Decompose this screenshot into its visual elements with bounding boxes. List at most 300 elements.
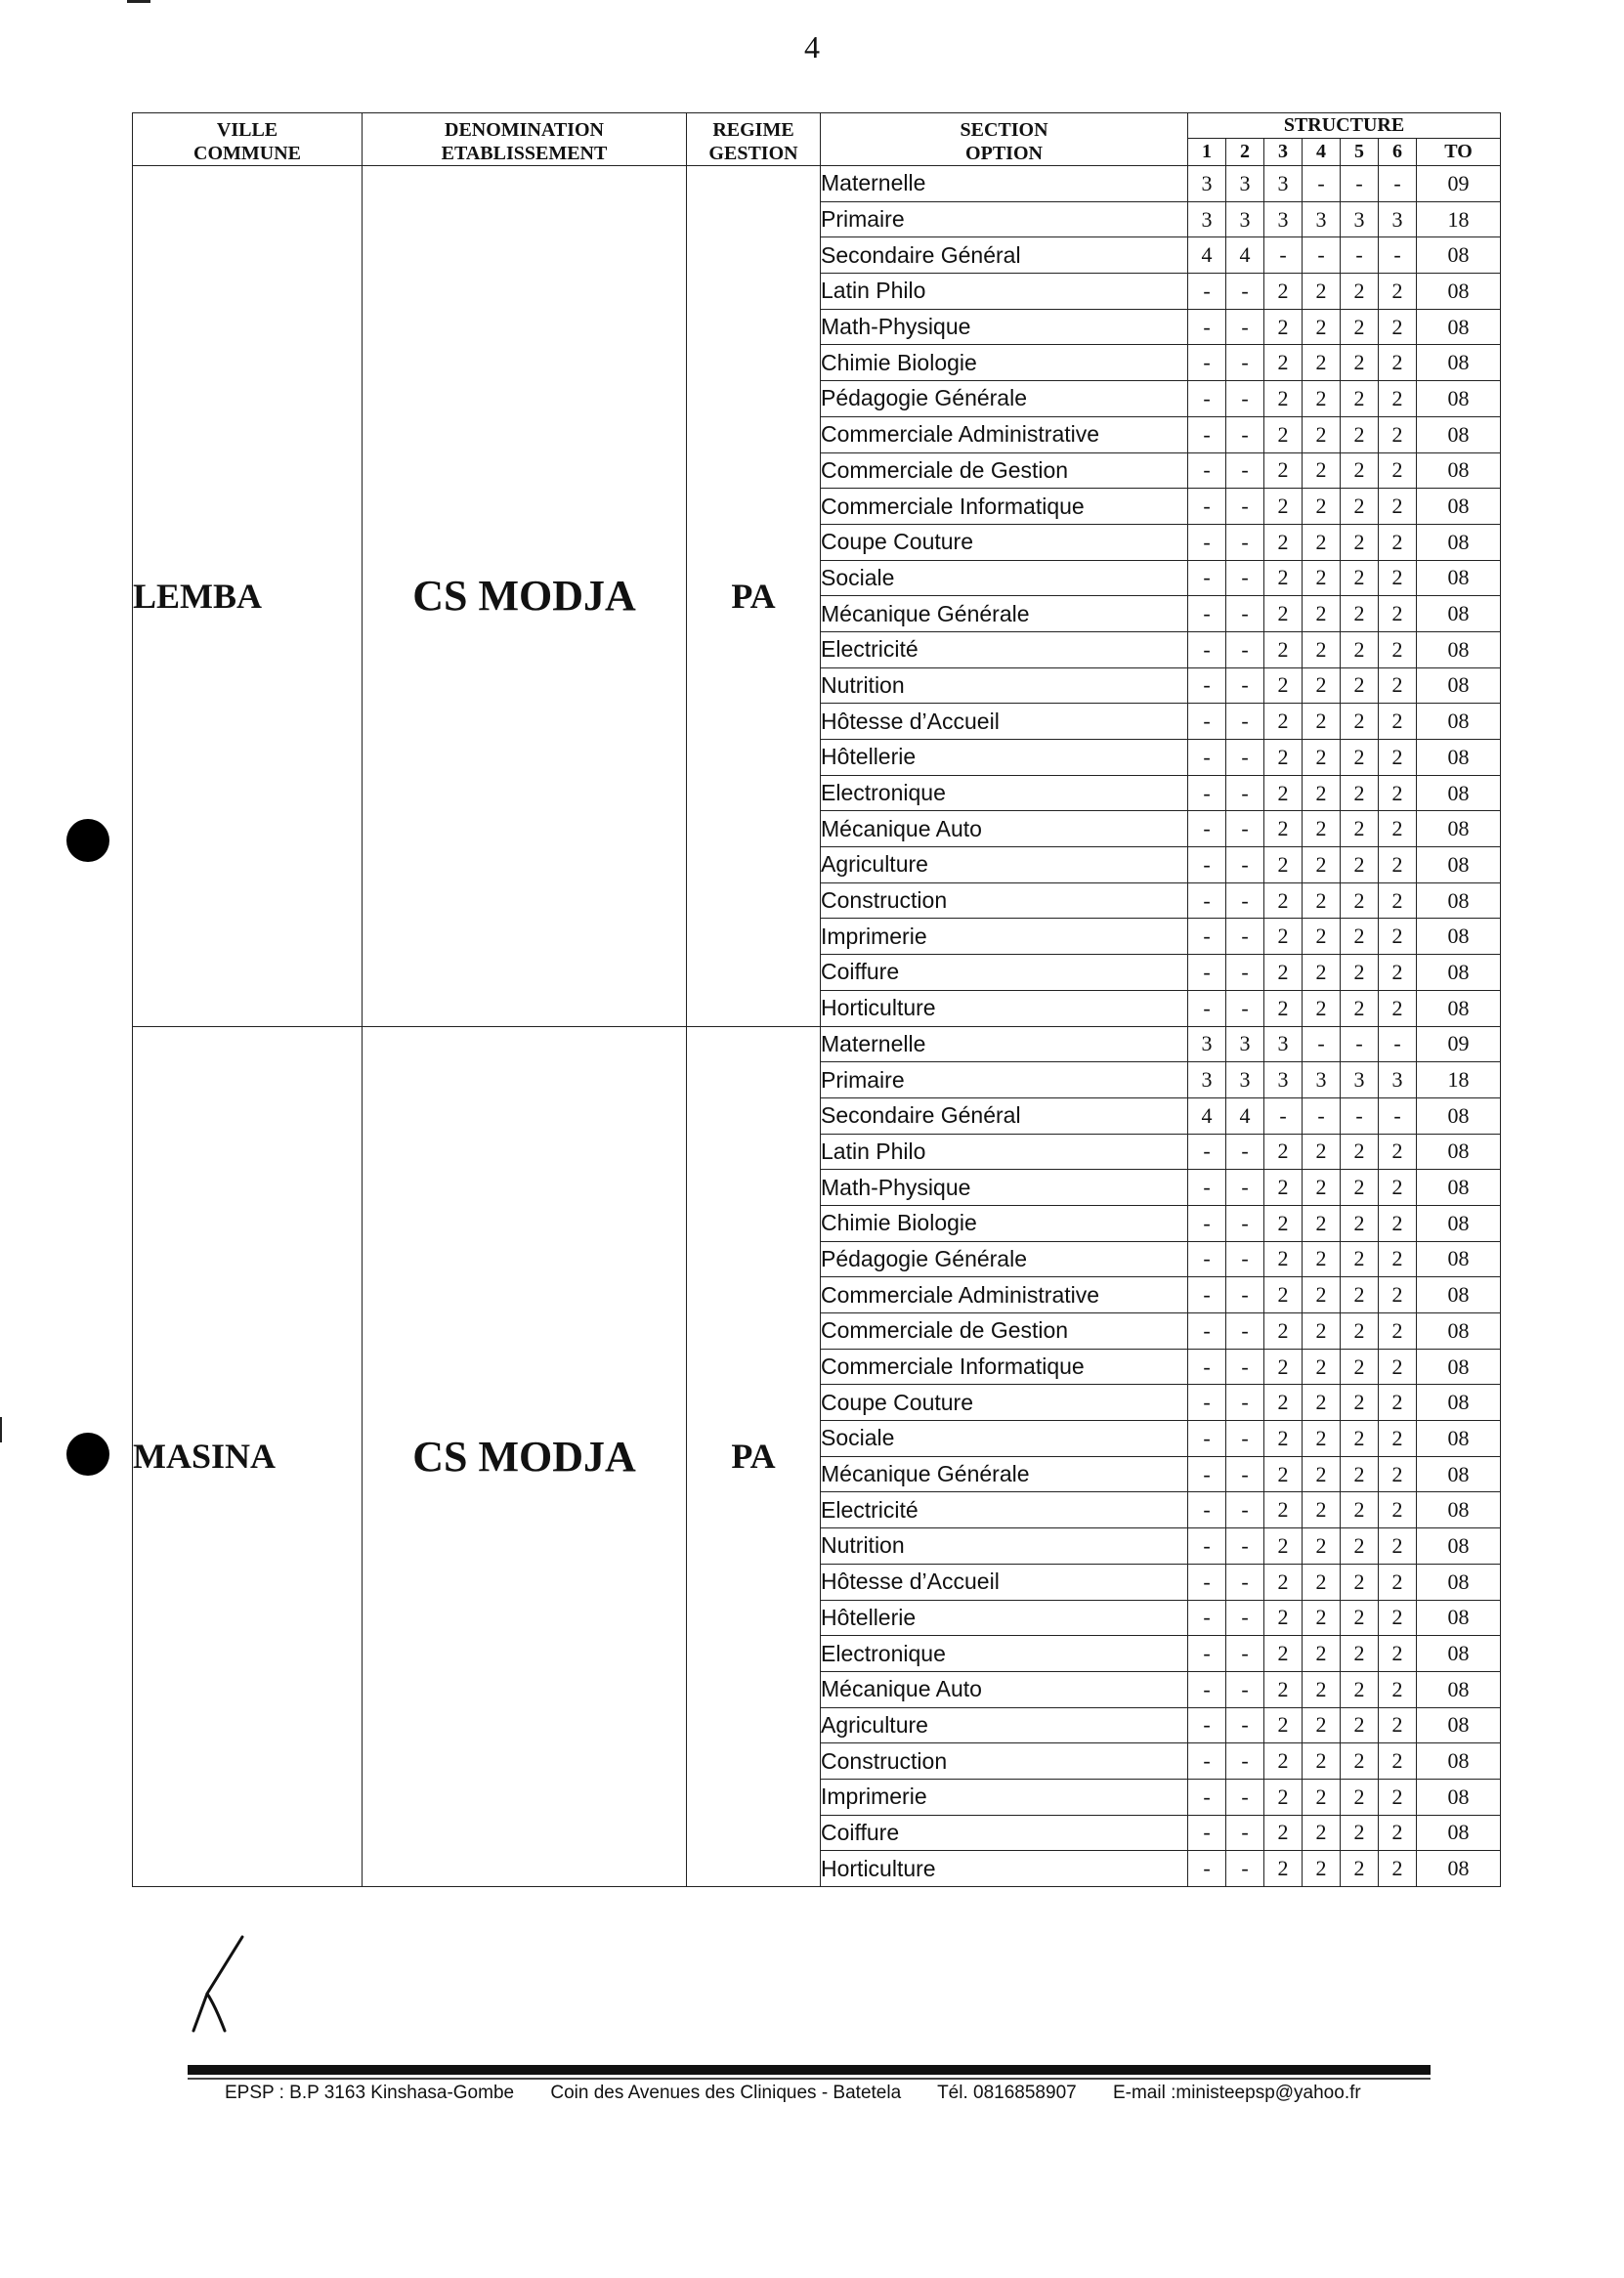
structure-cell: 2 bbox=[1264, 1528, 1303, 1565]
total-cell: 08 bbox=[1417, 667, 1501, 704]
total-cell: 08 bbox=[1417, 489, 1501, 525]
structure-cell: - bbox=[1226, 1134, 1264, 1170]
structure-cell: 2 bbox=[1303, 919, 1341, 955]
structure-cell: 2 bbox=[1303, 1241, 1341, 1277]
structure-cell: 2 bbox=[1341, 740, 1379, 776]
structure-cell: - bbox=[1188, 919, 1226, 955]
structure-cell: - bbox=[1188, 596, 1226, 632]
structure-cell: 2 bbox=[1264, 1313, 1303, 1350]
structure-cell: 2 bbox=[1341, 1205, 1379, 1241]
structure-cell: - bbox=[1264, 1097, 1303, 1134]
structure-cell: - bbox=[1303, 237, 1341, 274]
structure-cell: - bbox=[1188, 452, 1226, 489]
signature bbox=[186, 1935, 254, 2033]
structure-cell: 2 bbox=[1379, 596, 1417, 632]
structure-cell: 2 bbox=[1341, 1671, 1379, 1707]
structure-cell: - bbox=[1226, 1205, 1264, 1241]
structure-cell: 2 bbox=[1303, 1636, 1341, 1672]
section-option-cell: Coupe Couture bbox=[821, 524, 1188, 560]
structure-cell: 2 bbox=[1379, 1313, 1417, 1350]
structure-cell: 2 bbox=[1303, 1851, 1341, 1887]
section-option-cell: Maternelle bbox=[821, 166, 1188, 202]
structure-cell: 2 bbox=[1341, 1564, 1379, 1600]
structure-cell: 2 bbox=[1264, 1241, 1303, 1277]
structure-cell: 2 bbox=[1303, 740, 1341, 776]
structure-cell: - bbox=[1188, 1205, 1226, 1241]
structure-cell: 2 bbox=[1303, 452, 1341, 489]
structure-cell: 2 bbox=[1379, 381, 1417, 417]
total-cell: 08 bbox=[1417, 847, 1501, 883]
total-cell: 08 bbox=[1417, 452, 1501, 489]
footer bbox=[225, 2083, 1456, 2104]
structure-cell: - bbox=[1226, 452, 1264, 489]
structure-cell: 2 bbox=[1303, 596, 1341, 632]
punch-hole bbox=[66, 819, 109, 862]
structure-cell: 2 bbox=[1341, 704, 1379, 740]
section-option-cell: Mécanique Générale bbox=[821, 596, 1188, 632]
structure-cell: 4 bbox=[1226, 237, 1264, 274]
total-cell: 08 bbox=[1417, 1385, 1501, 1421]
structure-cell: 3 bbox=[1264, 1026, 1303, 1062]
structure-cell: 2 bbox=[1379, 489, 1417, 525]
structure-cell: - bbox=[1188, 1385, 1226, 1421]
structure-cell: 2 bbox=[1379, 1277, 1417, 1313]
structure-cell: - bbox=[1188, 1170, 1226, 1206]
structure-cell: 2 bbox=[1341, 489, 1379, 525]
section-option-cell: Commerciale Administrative bbox=[821, 416, 1188, 452]
header-section-line2: OPTION bbox=[965, 143, 1043, 164]
section-option-cell: Secondaire Général bbox=[821, 237, 1188, 274]
structure-cell: 2 bbox=[1341, 381, 1379, 417]
structure-cell: 2 bbox=[1341, 1636, 1379, 1672]
header-structure-col: 1 bbox=[1188, 138, 1226, 165]
structure-cell: 2 bbox=[1264, 1564, 1303, 1600]
structure-cell: 2 bbox=[1379, 1134, 1417, 1170]
structure-cell: 3 bbox=[1303, 201, 1341, 237]
structure-cell: - bbox=[1188, 1456, 1226, 1492]
structure-cell: - bbox=[1226, 524, 1264, 560]
structure-cell: 2 bbox=[1303, 489, 1341, 525]
footer-address: EPSP : B.P 3163 Kinshasa-Gombe bbox=[225, 2083, 515, 2103]
structure-cell: 2 bbox=[1303, 345, 1341, 381]
structure-cell: 2 bbox=[1264, 1707, 1303, 1743]
footer-email: E-mail :ministeepsp@yahoo.fr bbox=[1112, 2083, 1361, 2103]
section-option-cell: Imprimerie bbox=[821, 1779, 1188, 1815]
structure-cell: 2 bbox=[1341, 1313, 1379, 1350]
structure-cell: 2 bbox=[1341, 1170, 1379, 1206]
structure-cell: - bbox=[1188, 1600, 1226, 1636]
section-option-cell: Electricité bbox=[821, 631, 1188, 667]
section-option-cell: Construction bbox=[821, 882, 1188, 919]
total-cell: 08 bbox=[1417, 1851, 1501, 1887]
structure-cell: 2 bbox=[1341, 1134, 1379, 1170]
structure-cell: 2 bbox=[1303, 416, 1341, 452]
structure-cell: - bbox=[1188, 1349, 1226, 1385]
structure-cell: 2 bbox=[1303, 560, 1341, 596]
etablissement-cell: CS MODJA bbox=[363, 166, 687, 1027]
structure-cell: 2 bbox=[1303, 309, 1341, 345]
structure-cell: 2 bbox=[1303, 381, 1341, 417]
section-option-cell: Construction bbox=[821, 1743, 1188, 1780]
total-cell: 08 bbox=[1417, 1743, 1501, 1780]
structure-cell: 2 bbox=[1379, 560, 1417, 596]
structure-cell: 2 bbox=[1379, 1743, 1417, 1780]
structure-cell: 2 bbox=[1264, 990, 1303, 1026]
structure-cell: 2 bbox=[1264, 775, 1303, 811]
structure-cell: 2 bbox=[1264, 1815, 1303, 1851]
structure-cell: 2 bbox=[1264, 631, 1303, 667]
structure-cell: 2 bbox=[1264, 847, 1303, 883]
page-number: 4 bbox=[804, 29, 820, 64]
structure-cell: 2 bbox=[1303, 847, 1341, 883]
structure-cell: - bbox=[1226, 309, 1264, 345]
structure-cell: 2 bbox=[1379, 631, 1417, 667]
structure-cell: 2 bbox=[1303, 1170, 1341, 1206]
structure-cell: 2 bbox=[1264, 524, 1303, 560]
structure-cell: 2 bbox=[1341, 1421, 1379, 1457]
structure-cell: - bbox=[1188, 1707, 1226, 1743]
structure-cell: - bbox=[1226, 667, 1264, 704]
section-option-cell: Horticulture bbox=[821, 1851, 1188, 1887]
structure-cell: 3 bbox=[1188, 1026, 1226, 1062]
header-regime-line2: GESTION bbox=[708, 143, 798, 164]
ville-commune-cell: MASINA bbox=[133, 1026, 363, 1887]
structure-cell: 2 bbox=[1379, 990, 1417, 1026]
header-regime-line1: REGIME bbox=[712, 119, 794, 141]
section-option-cell: Agriculture bbox=[821, 1707, 1188, 1743]
structure-cell: - bbox=[1226, 1528, 1264, 1565]
section-option-cell: Pédagogie Générale bbox=[821, 381, 1188, 417]
section-option-cell: Secondaire Général bbox=[821, 1097, 1188, 1134]
section-option-cell: Mécanique Générale bbox=[821, 1456, 1188, 1492]
structure-cell: - bbox=[1226, 919, 1264, 955]
section-option-cell: Electronique bbox=[821, 1636, 1188, 1672]
structure-cell: 2 bbox=[1264, 1636, 1303, 1672]
etablissement-cell: CS MODJA bbox=[363, 1026, 687, 1887]
structure-cell: 2 bbox=[1379, 847, 1417, 883]
structure-cell: 2 bbox=[1379, 811, 1417, 847]
structure-cell: 2 bbox=[1264, 955, 1303, 991]
structure-cell: 2 bbox=[1264, 1349, 1303, 1385]
structure-cell: - bbox=[1379, 1026, 1417, 1062]
structure-cell: 2 bbox=[1303, 274, 1341, 310]
total-cell: 08 bbox=[1417, 811, 1501, 847]
structure-cell: 2 bbox=[1379, 775, 1417, 811]
structure-cell: 2 bbox=[1303, 1277, 1341, 1313]
scan-mark bbox=[0, 1417, 2, 1442]
total-cell: 18 bbox=[1417, 201, 1501, 237]
structure-cell: 2 bbox=[1341, 524, 1379, 560]
structure-cell: - bbox=[1188, 882, 1226, 919]
total-cell: 08 bbox=[1417, 704, 1501, 740]
section-option-cell: Coupe Couture bbox=[821, 1385, 1188, 1421]
structure-cell: 2 bbox=[1264, 882, 1303, 919]
structure-cell: 3 bbox=[1303, 1062, 1341, 1098]
section-option-cell: Mécanique Auto bbox=[821, 1671, 1188, 1707]
structure-cell: 2 bbox=[1341, 1241, 1379, 1277]
structure-cell: 2 bbox=[1303, 1707, 1341, 1743]
structure-cell: 3 bbox=[1226, 166, 1264, 202]
structure-cell: - bbox=[1226, 596, 1264, 632]
structure-cell: 2 bbox=[1264, 1851, 1303, 1887]
schools-table bbox=[132, 112, 1501, 1887]
structure-cell: 2 bbox=[1264, 560, 1303, 596]
structure-cell: 2 bbox=[1341, 1779, 1379, 1815]
structure-cell: 2 bbox=[1264, 1205, 1303, 1241]
structure-cell: - bbox=[1188, 1851, 1226, 1887]
structure-cell: 2 bbox=[1379, 1205, 1417, 1241]
section-option-cell: Coiffure bbox=[821, 1815, 1188, 1851]
header-structure-col: 4 bbox=[1303, 138, 1341, 165]
section-option-cell: Nutrition bbox=[821, 667, 1188, 704]
structure-cell: - bbox=[1226, 1564, 1264, 1600]
structure-cell: - bbox=[1226, 1600, 1264, 1636]
structure-cell: 2 bbox=[1379, 1564, 1417, 1600]
section-option-cell: Horticulture bbox=[821, 990, 1188, 1026]
structure-cell: - bbox=[1188, 1779, 1226, 1815]
header-ville-line1: VILLE bbox=[216, 119, 278, 141]
total-cell: 08 bbox=[1417, 631, 1501, 667]
structure-cell: 4 bbox=[1226, 1097, 1264, 1134]
structure-cell: 2 bbox=[1341, 667, 1379, 704]
structure-cell: 3 bbox=[1264, 166, 1303, 202]
header-ville-line2: COMMUNE bbox=[193, 143, 301, 164]
structure-cell: - bbox=[1188, 309, 1226, 345]
section-option-cell: Mécanique Auto bbox=[821, 811, 1188, 847]
section-option-cell: Hôtesse d’Accueil bbox=[821, 704, 1188, 740]
structure-cell: 2 bbox=[1303, 955, 1341, 991]
section-option-cell: Coiffure bbox=[821, 955, 1188, 991]
structure-cell: - bbox=[1226, 847, 1264, 883]
total-cell: 08 bbox=[1417, 1600, 1501, 1636]
structure-cell: 2 bbox=[1341, 1456, 1379, 1492]
structure-cell: 2 bbox=[1264, 919, 1303, 955]
structure-cell: 3 bbox=[1264, 201, 1303, 237]
structure-cell: 2 bbox=[1303, 1779, 1341, 1815]
structure-cell: - bbox=[1303, 166, 1341, 202]
regime-cell: PA bbox=[687, 166, 821, 1027]
total-cell: 08 bbox=[1417, 1277, 1501, 1313]
section-option-cell: Pédagogie Générale bbox=[821, 1241, 1188, 1277]
header-section-line1: SECTION bbox=[960, 119, 1048, 141]
structure-cell: - bbox=[1341, 166, 1379, 202]
header-denomination bbox=[363, 113, 687, 166]
structure-cell: - bbox=[1226, 1671, 1264, 1707]
structure-cell: 2 bbox=[1341, 1600, 1379, 1636]
footer-rule-thin bbox=[188, 2078, 1431, 2080]
section-option-cell: Sociale bbox=[821, 1421, 1188, 1457]
structure-cell: 2 bbox=[1303, 775, 1341, 811]
structure-cell: 2 bbox=[1303, 1564, 1341, 1600]
total-cell: 08 bbox=[1417, 955, 1501, 991]
total-cell: 08 bbox=[1417, 1492, 1501, 1528]
structure-cell: - bbox=[1226, 955, 1264, 991]
total-cell: 08 bbox=[1417, 1205, 1501, 1241]
scan-mark bbox=[127, 0, 150, 3]
structure-cell: 3 bbox=[1188, 201, 1226, 237]
header-ville bbox=[133, 113, 363, 166]
structure-cell: 3 bbox=[1341, 201, 1379, 237]
structure-cell: 2 bbox=[1264, 1492, 1303, 1528]
structure-cell: 2 bbox=[1264, 1743, 1303, 1780]
header-structure-col: 5 bbox=[1341, 138, 1379, 165]
structure-cell: - bbox=[1226, 1743, 1264, 1780]
structure-cell: - bbox=[1188, 1564, 1226, 1600]
structure-cell: - bbox=[1379, 166, 1417, 202]
total-cell: 08 bbox=[1417, 560, 1501, 596]
structure-cell: - bbox=[1226, 631, 1264, 667]
header-structure-col: 2 bbox=[1226, 138, 1264, 165]
structure-cell: 2 bbox=[1303, 1600, 1341, 1636]
structure-cell: - bbox=[1226, 381, 1264, 417]
footer-location: Coin des Avenues des Cliniques - Batetela bbox=[550, 2083, 902, 2103]
structure-cell: 2 bbox=[1379, 452, 1417, 489]
structure-cell: 2 bbox=[1341, 345, 1379, 381]
structure-cell: - bbox=[1226, 704, 1264, 740]
structure-cell: - bbox=[1226, 811, 1264, 847]
structure-cell: - bbox=[1188, 489, 1226, 525]
section-option-cell: Commerciale de Gestion bbox=[821, 452, 1188, 489]
structure-cell: 2 bbox=[1379, 704, 1417, 740]
structure-cell: - bbox=[1188, 704, 1226, 740]
structure-cell: - bbox=[1226, 1456, 1264, 1492]
structure-cell: 2 bbox=[1379, 416, 1417, 452]
total-cell: 08 bbox=[1417, 309, 1501, 345]
section-option-cell: Latin Philo bbox=[821, 1134, 1188, 1170]
structure-cell: 2 bbox=[1379, 919, 1417, 955]
structure-cell: - bbox=[1188, 1241, 1226, 1277]
structure-cell: 2 bbox=[1341, 416, 1379, 452]
total-cell: 08 bbox=[1417, 1241, 1501, 1277]
total-cell: 08 bbox=[1417, 274, 1501, 310]
total-cell: 08 bbox=[1417, 1671, 1501, 1707]
structure-cell: - bbox=[1188, 1671, 1226, 1707]
structure-cell: - bbox=[1226, 416, 1264, 452]
regime-cell: PA bbox=[687, 1026, 821, 1887]
structure-cell: 2 bbox=[1379, 1385, 1417, 1421]
section-option-cell: Agriculture bbox=[821, 847, 1188, 883]
structure-cell: - bbox=[1226, 1170, 1264, 1206]
structure-cell: - bbox=[1188, 381, 1226, 417]
structure-cell: 2 bbox=[1264, 667, 1303, 704]
structure-cell: 3 bbox=[1341, 1062, 1379, 1098]
structure-cell: 2 bbox=[1379, 345, 1417, 381]
structure-cell: - bbox=[1188, 560, 1226, 596]
structure-cell: - bbox=[1188, 1528, 1226, 1565]
structure-cell: 2 bbox=[1379, 274, 1417, 310]
structure-cell: 2 bbox=[1341, 882, 1379, 919]
structure-cell: - bbox=[1226, 990, 1264, 1026]
structure-cell: 2 bbox=[1303, 811, 1341, 847]
structure-cell: 2 bbox=[1341, 919, 1379, 955]
structure-cell: 3 bbox=[1188, 166, 1226, 202]
total-cell: 08 bbox=[1417, 1564, 1501, 1600]
structure-cell: - bbox=[1188, 775, 1226, 811]
structure-cell: 2 bbox=[1303, 1671, 1341, 1707]
structure-cell: - bbox=[1188, 1815, 1226, 1851]
structure-cell: 2 bbox=[1379, 1671, 1417, 1707]
structure-cell: 2 bbox=[1303, 1205, 1341, 1241]
structure-cell: 4 bbox=[1188, 1097, 1226, 1134]
structure-cell: 2 bbox=[1379, 1815, 1417, 1851]
structure-cell: - bbox=[1188, 955, 1226, 991]
structure-cell: - bbox=[1226, 1779, 1264, 1815]
section-option-cell: Math-Physique bbox=[821, 309, 1188, 345]
structure-cell: - bbox=[1188, 345, 1226, 381]
structure-cell: - bbox=[1188, 740, 1226, 776]
total-cell: 08 bbox=[1417, 237, 1501, 274]
structure-cell: 2 bbox=[1341, 452, 1379, 489]
structure-cell: 2 bbox=[1303, 1815, 1341, 1851]
structure-cell: - bbox=[1188, 990, 1226, 1026]
structure-cell: 2 bbox=[1341, 1277, 1379, 1313]
header-denomination-line2: ETABLISSEMENT bbox=[441, 143, 608, 164]
total-cell: 08 bbox=[1417, 882, 1501, 919]
total-cell: 08 bbox=[1417, 740, 1501, 776]
structure-cell: 2 bbox=[1379, 1492, 1417, 1528]
structure-cell: 4 bbox=[1188, 237, 1226, 274]
section-option-cell: Chimie Biologie bbox=[821, 1205, 1188, 1241]
structure-cell: - bbox=[1341, 237, 1379, 274]
structure-cell: 2 bbox=[1264, 596, 1303, 632]
section-option-cell: Nutrition bbox=[821, 1528, 1188, 1565]
structure-cell: 2 bbox=[1341, 775, 1379, 811]
header-structure-col: 3 bbox=[1264, 138, 1303, 165]
structure-cell: 2 bbox=[1379, 1421, 1417, 1457]
structure-cell: 3 bbox=[1379, 201, 1417, 237]
structure-cell: - bbox=[1303, 1026, 1341, 1062]
structure-cell: 2 bbox=[1303, 1456, 1341, 1492]
header-structure: STRUCTURE bbox=[1188, 113, 1501, 139]
total-cell: 08 bbox=[1417, 1815, 1501, 1851]
structure-cell: - bbox=[1226, 345, 1264, 381]
structure-cell: - bbox=[1379, 237, 1417, 274]
structure-cell: - bbox=[1188, 1313, 1226, 1350]
footer-phone: Tél. 0816858907 bbox=[937, 2083, 1077, 2103]
total-cell: 08 bbox=[1417, 1097, 1501, 1134]
structure-cell: - bbox=[1303, 1097, 1341, 1134]
section-option-cell: Commerciale Administrative bbox=[821, 1277, 1188, 1313]
structure-cell: 2 bbox=[1341, 1492, 1379, 1528]
structure-cell: 2 bbox=[1264, 274, 1303, 310]
structure-cell: 2 bbox=[1303, 1349, 1341, 1385]
structure-cell: - bbox=[1226, 489, 1264, 525]
structure-cell: 2 bbox=[1264, 345, 1303, 381]
structure-cell: 2 bbox=[1341, 596, 1379, 632]
footer-rule bbox=[188, 2065, 1431, 2075]
structure-cell: 2 bbox=[1341, 1385, 1379, 1421]
structure-cell: - bbox=[1226, 1492, 1264, 1528]
total-cell: 08 bbox=[1417, 775, 1501, 811]
total-cell: 08 bbox=[1417, 1349, 1501, 1385]
structure-cell: 3 bbox=[1226, 1026, 1264, 1062]
structure-cell: 2 bbox=[1264, 1421, 1303, 1457]
section-option-cell: Maternelle bbox=[821, 1026, 1188, 1062]
section-option-cell: Latin Philo bbox=[821, 274, 1188, 310]
section-option-cell: Math-Physique bbox=[821, 1170, 1188, 1206]
structure-cell: 2 bbox=[1264, 309, 1303, 345]
structure-cell: 2 bbox=[1379, 1349, 1417, 1385]
section-option-cell: Sociale bbox=[821, 560, 1188, 596]
structure-cell: - bbox=[1188, 1134, 1226, 1170]
structure-cell: 2 bbox=[1341, 811, 1379, 847]
structure-cell: 2 bbox=[1303, 882, 1341, 919]
structure-cell: 2 bbox=[1264, 1277, 1303, 1313]
structure-cell: 3 bbox=[1226, 1062, 1264, 1098]
section-option-cell: Primaire bbox=[821, 1062, 1188, 1098]
header-regime bbox=[687, 113, 821, 166]
structure-cell: 2 bbox=[1341, 631, 1379, 667]
